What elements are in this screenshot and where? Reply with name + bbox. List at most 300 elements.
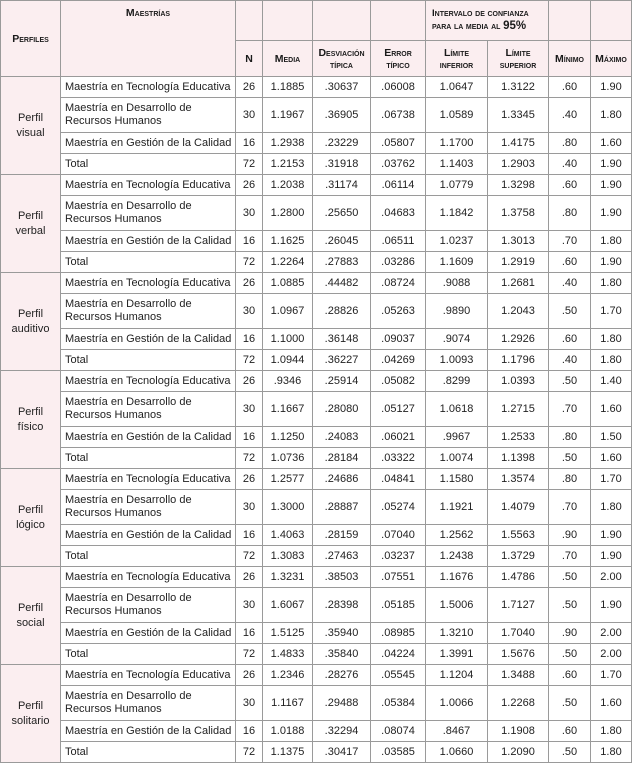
table-row <box>1 588 632 623</box>
cell-limite-inferior: 1.0066 <box>426 686 488 721</box>
cell-maestria: Maestría en Tecnología Educativa <box>61 371 236 392</box>
cell-n: 72 <box>236 448 263 469</box>
cell-media: 1.1625 <box>263 231 313 252</box>
cell-desviacion: .28398 <box>313 588 371 623</box>
cell-limite-superior: 1.7127 <box>488 588 549 623</box>
table-row <box>1 427 632 448</box>
cell-limite-superior: 1.3729 <box>488 546 549 567</box>
cell-minimo: .50 <box>549 448 591 469</box>
cell-maestria: Maestría en Gestión de la Calidad <box>61 623 236 644</box>
header-maximo: Máximo <box>591 41 632 77</box>
cell-error: .04683 <box>371 196 426 231</box>
cell-n: 26 <box>236 665 263 686</box>
cell-n: 72 <box>236 252 263 273</box>
cell-n: 26 <box>236 77 263 98</box>
cell-maximo: 2.00 <box>591 644 632 665</box>
cell-minimo: .60 <box>549 252 591 273</box>
table-row <box>1 742 632 763</box>
header-perfiles: Perfiles <box>1 1 61 77</box>
cell-desviacion: .23229 <box>313 133 371 154</box>
cell-limite-inferior: 1.3210 <box>426 623 488 644</box>
cell-media: 1.6067 <box>263 588 313 623</box>
table-row <box>1 350 632 371</box>
table-row <box>1 392 632 427</box>
table-row <box>1 469 632 490</box>
cell-media: 1.2264 <box>263 252 313 273</box>
cell-minimo: .60 <box>549 175 591 196</box>
cell-maximo: 1.80 <box>591 98 632 133</box>
cell-error: .04841 <box>371 469 426 490</box>
cell-limite-inferior: .9088 <box>426 273 488 294</box>
cell-desviacion: .30417 <box>313 742 371 763</box>
cell-n: 30 <box>236 196 263 231</box>
cell-limite-inferior: 1.0647 <box>426 77 488 98</box>
cell-minimo: .50 <box>549 567 591 588</box>
cell-error: .05185 <box>371 588 426 623</box>
cell-limite-superior: 1.2715 <box>488 392 549 427</box>
cell-limite-inferior: 1.5006 <box>426 588 488 623</box>
cell-minimo: .90 <box>549 525 591 546</box>
cell-maximo: 1.90 <box>591 196 632 231</box>
cell-maestria: Total <box>61 154 236 175</box>
cell-limite-inferior: .9074 <box>426 329 488 350</box>
cell-desviacion: .36227 <box>313 350 371 371</box>
cell-limite-inferior: 1.0589 <box>426 98 488 133</box>
cell-error: .05274 <box>371 490 426 525</box>
cell-desviacion: .35940 <box>313 623 371 644</box>
cell-n: 16 <box>236 231 263 252</box>
cell-desviacion: .28826 <box>313 294 371 329</box>
cell-desviacion: .35840 <box>313 644 371 665</box>
cell-desviacion: .28887 <box>313 490 371 525</box>
cell-limite-superior: 1.1398 <box>488 448 549 469</box>
cell-media: 1.2938 <box>263 133 313 154</box>
cell-limite-superior: 1.5563 <box>488 525 549 546</box>
cell-maximo: 1.70 <box>591 665 632 686</box>
cell-maestria: Total <box>61 644 236 665</box>
cell-minimo: .60 <box>549 721 591 742</box>
cell-limite-inferior: 1.2438 <box>426 546 488 567</box>
cell-limite-superior: 1.3574 <box>488 469 549 490</box>
cell-maximo: 1.60 <box>591 392 632 427</box>
cell-maximo: 2.00 <box>591 567 632 588</box>
cell-maximo: 1.80 <box>591 490 632 525</box>
cell-maestria: Maestría en Gestión de la Calidad <box>61 329 236 350</box>
cell-error: .04269 <box>371 350 426 371</box>
cell-minimo: .40 <box>549 98 591 133</box>
table-row <box>1 98 632 133</box>
cell-limite-inferior: .8467 <box>426 721 488 742</box>
cell-limite-superior: 1.1796 <box>488 350 549 371</box>
profile-name: Perfil solitario <box>1 665 61 763</box>
cell-error: .08074 <box>371 721 426 742</box>
cell-media: 1.2346 <box>263 665 313 686</box>
cell-error: .05127 <box>371 392 426 427</box>
cell-desviacion: .44482 <box>313 273 371 294</box>
cell-error: .05807 <box>371 133 426 154</box>
cell-desviacion: .25914 <box>313 371 371 392</box>
cell-media: 1.5125 <box>263 623 313 644</box>
cell-minimo: .50 <box>549 294 591 329</box>
cell-n: 26 <box>236 567 263 588</box>
cell-media: 1.0944 <box>263 350 313 371</box>
cell-limite-superior: 1.2533 <box>488 427 549 448</box>
cell-n: 16 <box>236 623 263 644</box>
cell-maximo: 1.90 <box>591 77 632 98</box>
cell-media: 1.0736 <box>263 448 313 469</box>
cell-media: 1.1167 <box>263 686 313 721</box>
table-row <box>1 294 632 329</box>
cell-n: 26 <box>236 273 263 294</box>
cell-n: 72 <box>236 644 263 665</box>
cell-media: 1.0885 <box>263 273 313 294</box>
cell-desviacion: .36148 <box>313 329 371 350</box>
cell-maestria: Maestría en Gestión de la Calidad <box>61 525 236 546</box>
cell-maestria: Maestría en Tecnología Educativa <box>61 175 236 196</box>
cell-maximo: 1.70 <box>591 469 632 490</box>
cell-n: 30 <box>236 686 263 721</box>
cell-desviacion: .29488 <box>313 686 371 721</box>
cell-limite-superior: 1.2043 <box>488 294 549 329</box>
table-row <box>1 154 632 175</box>
cell-n: 30 <box>236 392 263 427</box>
table-row <box>1 567 632 588</box>
cell-minimo: .70 <box>549 392 591 427</box>
table-row <box>1 525 632 546</box>
cell-error: .05082 <box>371 371 426 392</box>
cell-limite-inferior: 1.1842 <box>426 196 488 231</box>
cell-media: 1.1667 <box>263 392 313 427</box>
cell-desviacion: .28184 <box>313 448 371 469</box>
cell-desviacion: .26045 <box>313 231 371 252</box>
cell-limite-superior: 1.2268 <box>488 686 549 721</box>
cell-maestria: Maestría en Desarrollo de Recursos Humanos <box>61 196 236 231</box>
cell-n: 16 <box>236 525 263 546</box>
table-row <box>1 721 632 742</box>
cell-limite-superior: 1.3298 <box>488 175 549 196</box>
cell-limite-inferior: 1.0237 <box>426 231 488 252</box>
cell-media: 1.3000 <box>263 490 313 525</box>
cell-minimo: .40 <box>549 350 591 371</box>
cell-maestria: Maestría en Desarrollo de Recursos Humanos <box>61 98 236 133</box>
cell-maestria: Maestría en Desarrollo de Recursos Humanos <box>61 490 236 525</box>
cell-n: 30 <box>236 294 263 329</box>
cell-error: .06114 <box>371 175 426 196</box>
header-n: N <box>236 41 263 77</box>
cell-limite-inferior: 1.0074 <box>426 448 488 469</box>
cell-minimo: .80 <box>549 196 591 231</box>
cell-limite-inferior: .8299 <box>426 371 488 392</box>
cell-error: .04224 <box>371 644 426 665</box>
header-limite-inferior: Límite inferior <box>426 41 488 77</box>
cell-desviacion: .28080 <box>313 392 371 427</box>
table-row <box>1 448 632 469</box>
cell-maestria: Total <box>61 350 236 371</box>
cell-maestria: Maestría en Desarrollo de Recursos Humanos <box>61 588 236 623</box>
cell-minimo: .60 <box>549 329 591 350</box>
table-row <box>1 329 632 350</box>
cell-maximo: 1.90 <box>591 154 632 175</box>
header-error: Error típico <box>371 41 426 77</box>
cell-desviacion: .25650 <box>313 196 371 231</box>
cell-error: .07040 <box>371 525 426 546</box>
table-row <box>1 273 632 294</box>
cell-limite-inferior: 1.1204 <box>426 665 488 686</box>
header-maestrias: Maestrías <box>61 1 236 77</box>
cell-minimo: .70 <box>549 490 591 525</box>
cell-limite-superior: 1.3013 <box>488 231 549 252</box>
cell-media: 1.1375 <box>263 742 313 763</box>
table-row <box>1 231 632 252</box>
cell-error: .03585 <box>371 742 426 763</box>
table-header <box>1 1 632 77</box>
table-row <box>1 644 632 665</box>
cell-media: .9346 <box>263 371 313 392</box>
cell-limite-inferior: .9967 <box>426 427 488 448</box>
cell-minimo: .50 <box>549 371 591 392</box>
cell-maximo: 1.40 <box>591 371 632 392</box>
cell-n: 30 <box>236 588 263 623</box>
cell-media: 1.3083 <box>263 546 313 567</box>
cell-media: 1.2038 <box>263 175 313 196</box>
cell-limite-superior: 1.0393 <box>488 371 549 392</box>
header-limite-superior: Límite superior <box>488 41 549 77</box>
cell-desviacion: .27463 <box>313 546 371 567</box>
cell-maximo: 1.90 <box>591 588 632 623</box>
cell-maximo: 1.90 <box>591 175 632 196</box>
cell-n: 72 <box>236 154 263 175</box>
cell-limite-superior: 1.4079 <box>488 490 549 525</box>
cell-media: 1.3231 <box>263 567 313 588</box>
cell-maestria: Total <box>61 448 236 469</box>
cell-maestria: Maestría en Tecnología Educativa <box>61 273 236 294</box>
table-row <box>1 252 632 273</box>
cell-minimo: .60 <box>549 665 591 686</box>
cell-n: 16 <box>236 721 263 742</box>
cell-maximo: 2.00 <box>591 623 632 644</box>
cell-maestria: Total <box>61 546 236 567</box>
cell-maximo: 1.90 <box>591 546 632 567</box>
cell-error: .07551 <box>371 567 426 588</box>
cell-error: .09037 <box>371 329 426 350</box>
profile-name: Perfil lógico <box>1 469 61 567</box>
cell-maestria: Maestría en Tecnología Educativa <box>61 665 236 686</box>
table-row <box>1 175 632 196</box>
cell-maximo: 1.70 <box>591 294 632 329</box>
cell-n: 16 <box>236 427 263 448</box>
cell-n: 26 <box>236 469 263 490</box>
cell-maximo: 1.50 <box>591 427 632 448</box>
cell-desviacion: .28159 <box>313 525 371 546</box>
cell-minimo: .60 <box>549 77 591 98</box>
cell-minimo: .90 <box>549 623 591 644</box>
cell-maximo: 1.90 <box>591 252 632 273</box>
cell-limite-superior: 1.3122 <box>488 77 549 98</box>
cell-minimo: .70 <box>549 231 591 252</box>
cell-minimo: .50 <box>549 686 591 721</box>
cell-maximo: 1.90 <box>591 525 632 546</box>
cell-limite-superior: 1.3488 <box>488 665 549 686</box>
cell-maestria: Maestría en Desarrollo de Recursos Humanos <box>61 392 236 427</box>
cell-error: .06738 <box>371 98 426 133</box>
cell-maximo: 1.80 <box>591 350 632 371</box>
cell-minimo: .80 <box>549 469 591 490</box>
cell-desviacion: .24686 <box>313 469 371 490</box>
cell-n: 72 <box>236 350 263 371</box>
cell-n: 72 <box>236 742 263 763</box>
cell-limite-inferior: 1.1580 <box>426 469 488 490</box>
table-body <box>1 77 632 763</box>
cell-desviacion: .36905 <box>313 98 371 133</box>
cell-error: .05545 <box>371 665 426 686</box>
table-row <box>1 665 632 686</box>
cell-maximo: 1.80 <box>591 721 632 742</box>
cell-maestria: Maestría en Tecnología Educativa <box>61 469 236 490</box>
cell-maestria: Maestría en Gestión de la Calidad <box>61 133 236 154</box>
cell-desviacion: .28276 <box>313 665 371 686</box>
profile-name: Perfil verbal <box>1 175 61 273</box>
cell-maximo: 1.60 <box>591 133 632 154</box>
intervalo-line-1: Intervalo de confianza <box>432 8 529 19</box>
cell-minimo: .50 <box>549 588 591 623</box>
cell-media: 1.2577 <box>263 469 313 490</box>
cell-limite-superior: 1.5676 <box>488 644 549 665</box>
intervalo-percent: 95% <box>503 20 527 32</box>
cell-desviacion: .38503 <box>313 567 371 588</box>
cell-limite-inferior: 1.1700 <box>426 133 488 154</box>
cell-maximo: 1.60 <box>591 686 632 721</box>
cell-error: .03762 <box>371 154 426 175</box>
cell-maximo: 1.80 <box>591 273 632 294</box>
cell-maestria: Maestría en Gestión de la Calidad <box>61 231 236 252</box>
cell-maximo: 1.60 <box>591 448 632 469</box>
cell-maestria: Maestría en Tecnología Educativa <box>61 77 236 98</box>
table-row <box>1 77 632 98</box>
cell-media: 1.4833 <box>263 644 313 665</box>
cell-n: 26 <box>236 175 263 196</box>
cell-minimo: .70 <box>549 546 591 567</box>
cell-media: 1.2153 <box>263 154 313 175</box>
profile-name: Perfil auditivo <box>1 273 61 371</box>
cell-maestria: Total <box>61 742 236 763</box>
header-minimo: Mínimo <box>549 41 591 77</box>
cell-limite-inferior: 1.0779 <box>426 175 488 196</box>
cell-minimo: .40 <box>549 154 591 175</box>
cell-media: 1.1250 <box>263 427 313 448</box>
cell-media: 1.0188 <box>263 721 313 742</box>
cell-limite-inferior: 1.3991 <box>426 644 488 665</box>
cell-error: .06008 <box>371 77 426 98</box>
cell-n: 30 <box>236 98 263 133</box>
cell-limite-superior: 1.1908 <box>488 721 549 742</box>
cell-maestria: Maestría en Tecnología Educativa <box>61 567 236 588</box>
table-row <box>1 546 632 567</box>
cell-limite-superior: 1.3758 <box>488 196 549 231</box>
profile-name: Perfil visual <box>1 77 61 175</box>
table-row <box>1 490 632 525</box>
table-row <box>1 623 632 644</box>
cell-error: .05384 <box>371 686 426 721</box>
header-desviacion: Desviación típica <box>313 41 371 77</box>
cell-limite-inferior: 1.0618 <box>426 392 488 427</box>
cell-error: .05263 <box>371 294 426 329</box>
cell-maestria: Maestría en Desarrollo de Recursos Humanos <box>61 686 236 721</box>
table-row <box>1 196 632 231</box>
cell-error: .03237 <box>371 546 426 567</box>
cell-error: .03286 <box>371 252 426 273</box>
cell-media: 1.4063 <box>263 525 313 546</box>
cell-error: .03322 <box>371 448 426 469</box>
cell-minimo: .40 <box>549 273 591 294</box>
cell-maximo: 1.80 <box>591 231 632 252</box>
cell-desviacion: .31918 <box>313 154 371 175</box>
cell-minimo: .50 <box>549 742 591 763</box>
cell-media: 1.0967 <box>263 294 313 329</box>
cell-error: .08985 <box>371 623 426 644</box>
cell-limite-superior: 1.2926 <box>488 329 549 350</box>
cell-desviacion: .31174 <box>313 175 371 196</box>
cell-media: 1.2800 <box>263 196 313 231</box>
cell-limite-superior: 1.2903 <box>488 154 549 175</box>
cell-limite-superior: 1.2681 <box>488 273 549 294</box>
cell-limite-superior: 1.7040 <box>488 623 549 644</box>
cell-limite-superior: 1.2090 <box>488 742 549 763</box>
cell-limite-inferior: 1.1921 <box>426 490 488 525</box>
cell-limite-superior: 1.4175 <box>488 133 549 154</box>
profile-name: Perfil social <box>1 567 61 665</box>
cell-error: .06021 <box>371 427 426 448</box>
profile-name: Perfil físico <box>1 371 61 469</box>
cell-maestria: Maestría en Gestión de la Calidad <box>61 427 236 448</box>
table-row <box>1 133 632 154</box>
cell-desviacion: .24083 <box>313 427 371 448</box>
header-intervalo-confianza <box>426 1 549 41</box>
cell-limite-inferior: 1.1403 <box>426 154 488 175</box>
cell-maestria: Maestría en Desarrollo de Recursos Humanos <box>61 294 236 329</box>
cell-n: 30 <box>236 490 263 525</box>
cell-desviacion: .32294 <box>313 721 371 742</box>
cell-n: 16 <box>236 133 263 154</box>
cell-n: 16 <box>236 329 263 350</box>
cell-limite-inferior: .9890 <box>426 294 488 329</box>
cell-maestria: Total <box>61 252 236 273</box>
cell-limite-inferior: 1.2562 <box>426 525 488 546</box>
intervalo-line-2: para la media al <box>432 21 501 32</box>
cell-limite-inferior: 1.1676 <box>426 567 488 588</box>
cell-error: .06511 <box>371 231 426 252</box>
cell-media: 1.1885 <box>263 77 313 98</box>
cell-limite-superior: 1.3345 <box>488 98 549 133</box>
cell-maximo: 1.80 <box>591 742 632 763</box>
cell-desviacion: .27883 <box>313 252 371 273</box>
cell-media: 1.1000 <box>263 329 313 350</box>
table-row <box>1 686 632 721</box>
cell-minimo: .80 <box>549 133 591 154</box>
cell-minimo: .50 <box>549 644 591 665</box>
cell-limite-inferior: 1.1609 <box>426 252 488 273</box>
cell-limite-inferior: 1.0093 <box>426 350 488 371</box>
cell-limite-inferior: 1.0660 <box>426 742 488 763</box>
table-row <box>1 371 632 392</box>
cell-n: 26 <box>236 371 263 392</box>
cell-limite-superior: 1.4786 <box>488 567 549 588</box>
cell-maximo: 1.80 <box>591 329 632 350</box>
cell-limite-superior: 1.2919 <box>488 252 549 273</box>
cell-error: .08724 <box>371 273 426 294</box>
cell-maestria: Maestría en Gestión de la Calidad <box>61 721 236 742</box>
cell-media: 1.1967 <box>263 98 313 133</box>
cell-minimo: .80 <box>549 427 591 448</box>
